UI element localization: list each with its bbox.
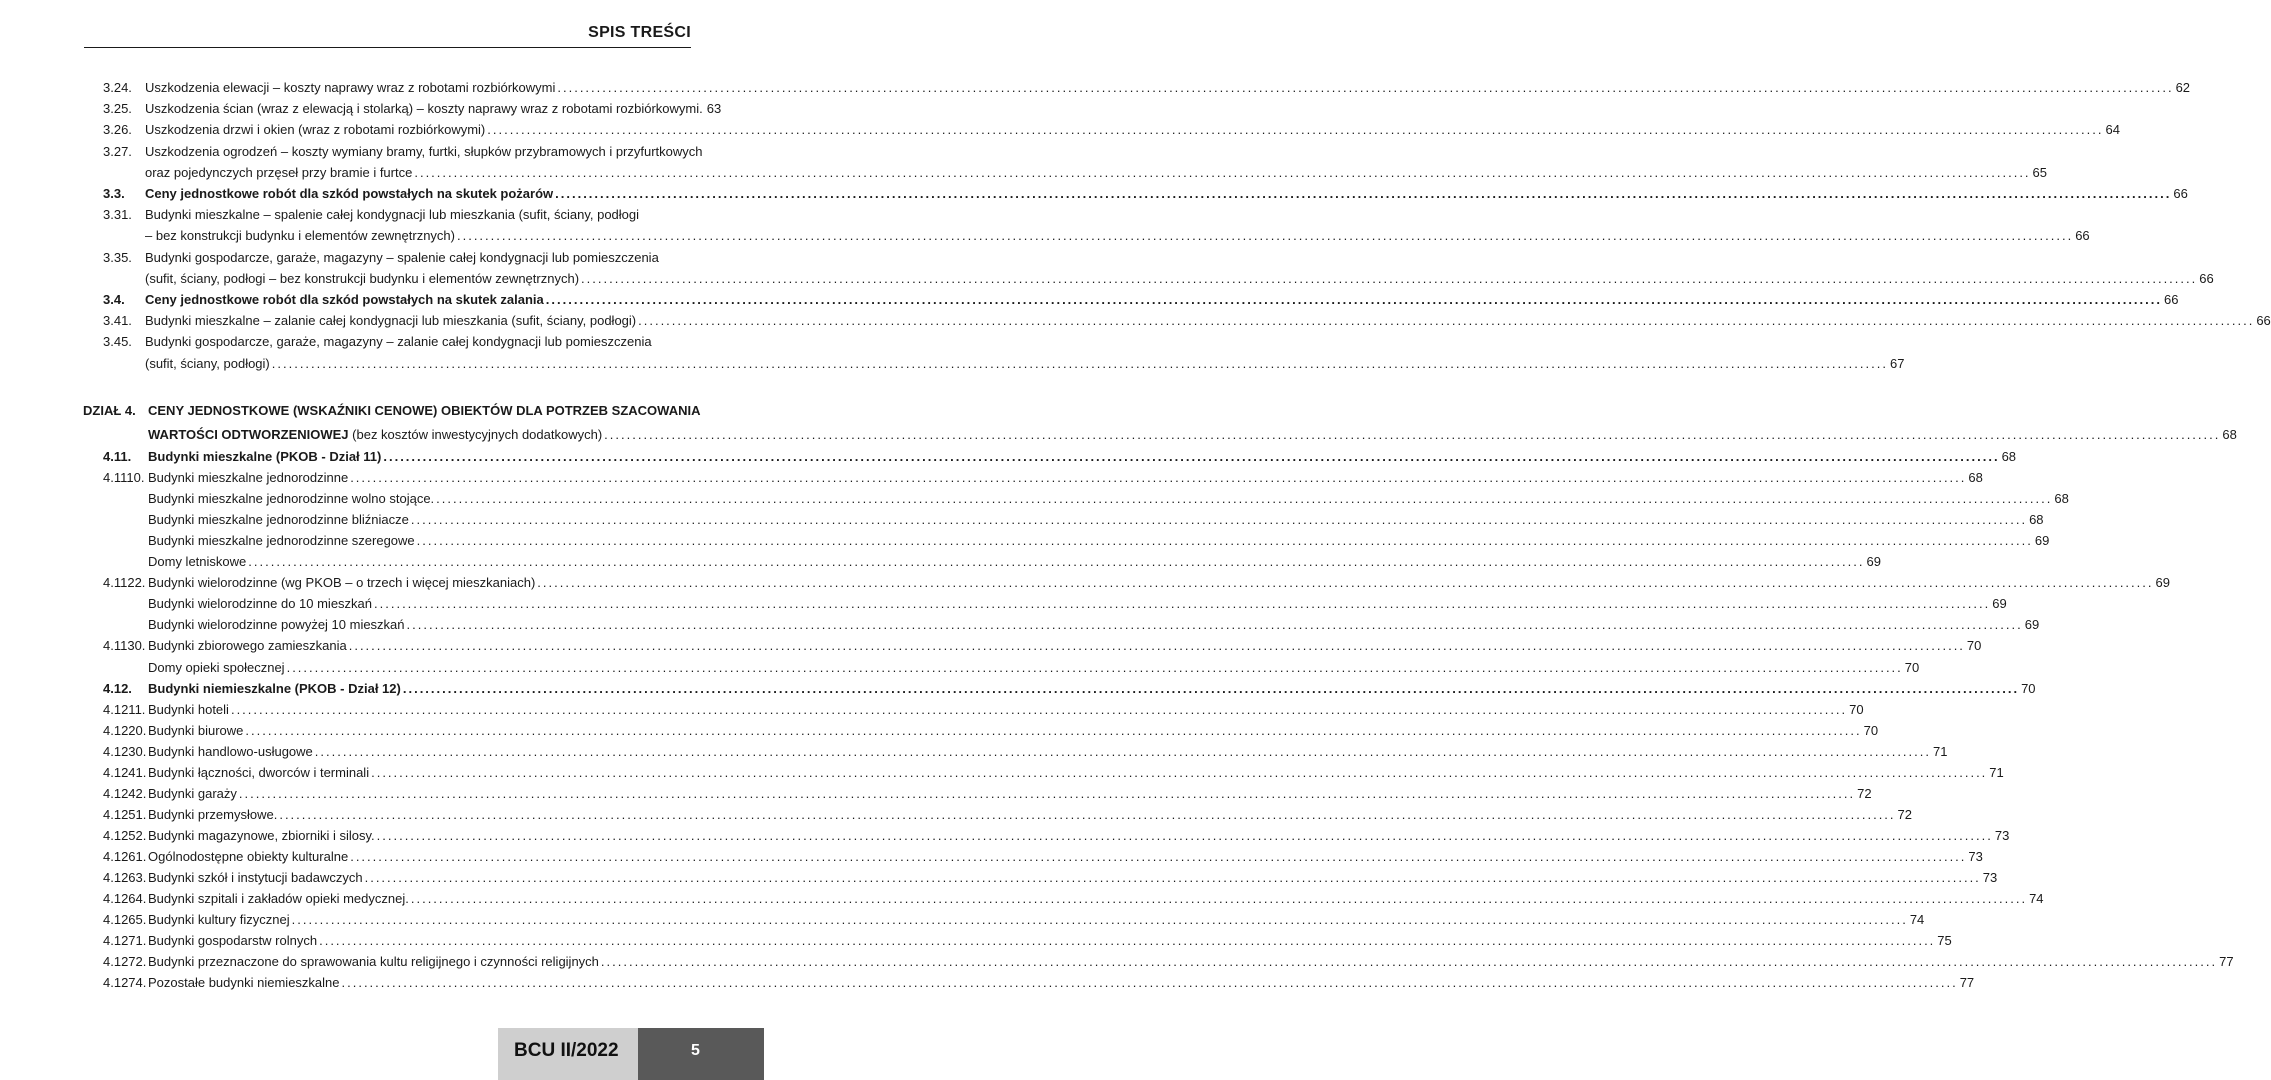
toc-leader-line: [148, 680, 2036, 698]
toc-entry-number: 3.25.: [103, 101, 132, 117]
dot-leader: [315, 743, 1931, 761]
toc-page-number: 75: [1937, 933, 1952, 949]
toc-leader-line: [148, 490, 2069, 508]
toc-page-number: 70: [2021, 680, 2036, 696]
toc-leader-line: [145, 291, 2179, 309]
dot-leader: [581, 270, 2197, 288]
toc-entry-number: 4.1251.: [103, 806, 147, 822]
toc-entry-title: Budynki mieszkalne jednorodzinne bliźniacze: [148, 512, 409, 528]
toc-entry-title: Ceny jednostkowe robót dla szkód powstałych na skutek zalania: [145, 292, 544, 307]
toc-entry-title: Budynki magazynowe, zbiorniki i silosy.: [148, 827, 375, 843]
toc-leader-line: [148, 595, 2007, 613]
dot-leader: [601, 953, 2217, 971]
dot-leader: [342, 974, 1958, 992]
dot-leader: [245, 722, 1861, 740]
toc-entry-number: 4.1241.: [103, 764, 147, 780]
toc-page-number: 70: [1849, 701, 1864, 717]
footer-page-number: 5: [691, 1042, 700, 1059]
toc-entry-title: Budynki mieszkalne jednorodzinne wolno stojące.: [148, 491, 435, 507]
dot-leader: [350, 469, 1966, 487]
dot-leader: [248, 553, 1864, 571]
toc-entry-number: 4.1220.: [103, 722, 147, 738]
section-title-bold: WARTOŚCI ODTWORZENIOWEJ: [148, 427, 349, 442]
toc-entry-title: Budynki gospodarstw rolnych: [148, 933, 318, 949]
toc-entry-number: 3.4.: [103, 292, 125, 307]
toc-leader-line: [148, 785, 1872, 803]
dot-leader: [272, 355, 1888, 373]
toc-page-number: 70: [1904, 659, 1920, 675]
dot-leader: [557, 79, 2173, 97]
footer-band-dark: [638, 1028, 764, 1080]
toc-page-number: 74: [2029, 891, 2044, 907]
toc-entry-title: Budynki garaży: [148, 785, 237, 801]
toc-page-number: 73: [1994, 827, 2010, 843]
toc-entry-title: Budynki wielorodzinne do 10 mieszkań: [148, 596, 373, 612]
toc-leader-line: [148, 701, 1864, 719]
toc-entry-title: Budynki przeznaczone do sprawowania kultu religijnego i czynności religijnych: [148, 954, 599, 970]
toc-entry-title: Budynki zbiorowego zamieszkania: [148, 638, 347, 654]
dot-leader: [436, 490, 2052, 508]
toc-page-number: 68: [1968, 470, 1983, 486]
dot-leader: [319, 932, 1935, 950]
toc-page-number: 69: [2034, 533, 2050, 549]
toc-entry-number: 3.31.: [103, 207, 132, 223]
toc-leader-line: [148, 448, 2017, 466]
toc-entry-number: 4.1263.: [103, 870, 147, 885]
toc-entry-number: 4.1122.: [103, 575, 146, 591]
dot-leader: [231, 701, 1847, 719]
toc-page-number: 70: [1863, 722, 1879, 738]
toc-entry-title: Budynki mieszkalne jednorodzinne szeregowe: [148, 533, 415, 549]
toc-page-number: 69: [1992, 596, 2007, 612]
toc-page-number: 68: [2222, 427, 2237, 442]
toc-leader-line: [148, 827, 2010, 845]
toc-leader-line: [145, 185, 2188, 203]
toc-leader-line: [148, 637, 1982, 655]
toc-leader-line: [148, 426, 2237, 444]
toc-entry-title: Uszkodzenia drzwi i okien (wraz z robotami rozbiórkowymi): [145, 122, 486, 138]
toc-entry-number: 4.1230.: [103, 743, 147, 759]
toc-leader-line: [148, 659, 1920, 677]
toc-leader-line: [148, 869, 1998, 887]
dot-leader: [487, 121, 2103, 139]
toc-entry-title-line: Budynki gospodarcze, garaże, magazyny – spalenie całej kondygnacji lub pomieszczenia: [145, 249, 659, 265]
toc-leader-line: [145, 164, 2048, 182]
toc-entry-title: Ogólnodostępne obiekty kulturalne: [148, 848, 349, 864]
toc-page-number: 62: [2175, 80, 2191, 95]
dot-leader: [411, 890, 2027, 908]
toc-entry-number: 3.35.: [103, 249, 132, 265]
toc-page-number: 68: [2029, 512, 2044, 528]
toc-entry-title: Budynki mieszkalne jednorodzinne: [148, 470, 349, 486]
toc-entry-number: 3.26.: [103, 122, 132, 138]
toc-page-number: 65: [2032, 164, 2048, 180]
dot-leader: [349, 637, 1965, 655]
toc-entry-number: 3.27.: [103, 143, 132, 159]
toc-entry-number: 4.1211.: [103, 701, 146, 717]
toc-page-number: 74: [1909, 912, 1925, 928]
dot-leader: [457, 227, 2073, 245]
dot-leader: [371, 764, 1987, 782]
toc-entry-title: (sufit, ściany, podłogi): [145, 355, 270, 371]
toc-page-number: 69: [1866, 554, 1881, 570]
toc-leader-line: [145, 79, 2191, 97]
toc-page-number: 73: [1982, 870, 1998, 885]
dot-leader: [414, 164, 2030, 182]
toc-entry-number: 4.1130.: [103, 638, 146, 654]
toc-entry-number: 4.1264.: [103, 891, 147, 907]
section-label: DZIAŁ 4.: [83, 403, 136, 418]
toc-page-number: 73: [1968, 848, 1983, 864]
toc-leader-line: [148, 953, 2234, 971]
dot-leader: [292, 911, 1908, 929]
toc-entry-title: Budynki biurowe: [148, 722, 244, 738]
dot-leader: [546, 291, 2162, 309]
dot-leader: [279, 806, 1895, 824]
toc-page-number: 67: [1889, 355, 1905, 371]
toc-leader-line: [148, 553, 1881, 571]
toc-entry-title: Budynki szpitali i zakładów opieki medycznej.: [148, 891, 409, 907]
toc-entry-number: 4.1265.: [103, 912, 147, 928]
toc-entry-title: Budynki przemysłowe.: [148, 806, 278, 822]
toc-entry-number: 4.1252.: [103, 827, 147, 843]
toc-leader-line: [148, 974, 1975, 992]
toc-page-number: 68: [2001, 449, 2017, 464]
page-header-title: SPIS TREŚCI: [588, 24, 691, 41]
dot-leader: [638, 312, 2254, 330]
toc-entry-title: oraz pojedynczych przęseł przy bramie i furtce: [145, 164, 413, 180]
toc-entry-number: 4.1261.: [103, 848, 147, 864]
dot-leader: [411, 511, 2027, 529]
footer-publication-title: BCU II/2022: [514, 1040, 619, 1061]
toc-page-number: 70: [1966, 638, 1982, 654]
toc-page-number: 63: [706, 101, 722, 117]
toc-leader-line: [148, 890, 2044, 908]
dot-leader: [555, 185, 2171, 203]
toc-page-number: 68: [2054, 491, 2069, 507]
toc-entry-number: 4.1272.: [103, 954, 147, 970]
toc-entry-title: Budynki łączności, dworców i terminali: [148, 764, 370, 780]
toc-entry-title: Ceny jednostkowe robót dla szkód powstałych na skutek pożarów: [145, 186, 554, 201]
toc-entry-number: 3.41.: [103, 313, 132, 329]
toc-page-number: 72: [1897, 806, 1912, 822]
dot-leader: [365, 869, 1981, 887]
section-title-continuation: [148, 426, 602, 444]
toc-leader-line: [148, 574, 2170, 592]
toc-leader-line: [145, 312, 2271, 330]
dot-leader: [407, 616, 2023, 634]
toc-page-number: 69: [2155, 575, 2170, 591]
toc-entry-title: Budynki hoteli: [148, 701, 229, 717]
toc-leader-line: [145, 100, 722, 118]
toc-leader-line: [145, 270, 2214, 288]
toc-leader-line: [145, 227, 2090, 245]
toc-page-number: 66: [2199, 270, 2214, 286]
toc-entry-title: – bez konstrukcji budynku i elementów zewnętrznych): [145, 228, 455, 244]
toc-page-number: 77: [1959, 975, 1975, 991]
toc-entry-title: Budynki niemieszkalne (PKOB - Dział 12): [148, 680, 401, 696]
dot-leader: [287, 659, 1903, 677]
dot-leader: [403, 680, 2019, 698]
toc-page-number: 66: [2256, 313, 2271, 329]
toc-entry-title: Budynki wielorodzinne (wg PKOB – o trzech i więcej mieszkaniach): [148, 575, 536, 591]
toc-entry-number: 4.1274.: [103, 975, 147, 991]
toc-entry-title: Budynki mieszkalne – zalanie całej kondygnacji lub mieszkania (sufit, ściany, podłogi): [145, 313, 637, 329]
toc-entry-number: 4.12.: [103, 680, 132, 696]
toc-leader-line: [148, 743, 1948, 761]
dot-leader: [377, 827, 1993, 845]
toc-entry-number: 4.1242.: [103, 785, 147, 801]
toc-entry-title-line: Budynki mieszkalne – spalenie całej kondygnacji lub mieszkania (sufit, ściany, podłogi: [145, 207, 640, 223]
toc-leader-line: [148, 932, 1952, 950]
dot-leader: [383, 448, 1999, 466]
toc-page-number: 71: [1989, 764, 2004, 780]
toc-entry-title: Uszkodzenia ścian (wraz z elewacją i stolarką) – koszty naprawy wraz z robotami rozbiórkowymi.: [145, 101, 703, 117]
dot-leader: [374, 595, 1990, 613]
toc-page-number: 69: [2024, 617, 2040, 633]
toc-entry-title: Domy opieki społecznej: [148, 659, 285, 675]
page-header: [84, 22, 691, 48]
toc-leader-line: [148, 532, 2050, 550]
toc-page-number: 66: [2163, 292, 2179, 307]
toc-leader-line: [148, 511, 2044, 529]
toc-entry-number: 4.11.: [103, 449, 132, 464]
toc-page-number: 77: [2219, 954, 2234, 970]
toc-entry-number: 4.1110.: [103, 470, 145, 486]
section-title-rest: (bez kosztów inwestycyjnych dodatkowych): [348, 427, 603, 442]
toc-entry-title: Domy letniskowe: [148, 554, 247, 570]
toc-page-number: 66: [2075, 228, 2090, 244]
toc-entry-title: Budynki szkół i instytucji badawczych: [148, 870, 363, 885]
toc-leader-line: [145, 355, 1905, 373]
toc-leader-line: [148, 764, 2004, 782]
toc-entry-title-line: Budynki gospodarcze, garaże, magazyny – zalanie całej kondygnacji lub pomieszczenia: [145, 334, 652, 350]
toc-entry-title: Budynki wielorodzinne powyżej 10 mieszkań: [148, 617, 405, 633]
toc-leader-line: [145, 121, 2120, 139]
toc-entry-title-line: Uszkodzenia ogrodzeń – koszty wymiany bramy, furtki, słupków przybramowych i przyfurtkowych: [145, 143, 703, 159]
toc-entry-title: Budynki handlowo-usługowe: [148, 743, 313, 759]
toc-leader-line: [148, 722, 1879, 740]
toc-entry-title: Budynki mieszkalne (PKOB - Dział 11): [148, 449, 382, 464]
toc-entry-number: 3.3.: [103, 186, 125, 201]
toc-page-number: 66: [2173, 186, 2188, 201]
toc-leader-line: [148, 911, 1925, 929]
toc-leader-line: [148, 806, 1912, 824]
toc-entry-number: 4.1271.: [103, 933, 147, 949]
toc-entry-number: 3.45.: [103, 334, 132, 350]
toc-entry-title: Budynki kultury fizycznej: [148, 912, 290, 928]
toc-leader-line: [148, 848, 1983, 866]
dot-leader: [350, 848, 1966, 866]
dot-leader: [537, 574, 2153, 592]
toc-leader-line: [148, 469, 1983, 487]
section-title-line: CENY JEDNOSTKOWE (WSKAŹNIKI CENOWE) OBIEKTÓW DLA POTRZEB SZACOWANIA: [148, 403, 701, 418]
dot-leader: [239, 785, 1855, 803]
toc-leader-line: [148, 616, 2040, 634]
toc-entry-number: 3.24.: [103, 80, 132, 95]
dot-leader: [604, 426, 2220, 444]
toc-entry-title: Pozostałe budynki niemieszkalne: [148, 975, 340, 991]
toc-page-number: 71: [1932, 743, 1948, 759]
toc-entry-title: (sufit, ściany, podłogi – bez konstrukcji budynku i elementów zewnętrznych): [145, 270, 580, 286]
toc-entry-title: Uszkodzenia elewacji – koszty naprawy wraz z robotami rozbiórkowymi: [145, 80, 556, 95]
toc-page-number: 64: [2105, 122, 2120, 138]
toc-page-number: 72: [1857, 785, 1872, 801]
dot-leader: [417, 532, 2033, 550]
